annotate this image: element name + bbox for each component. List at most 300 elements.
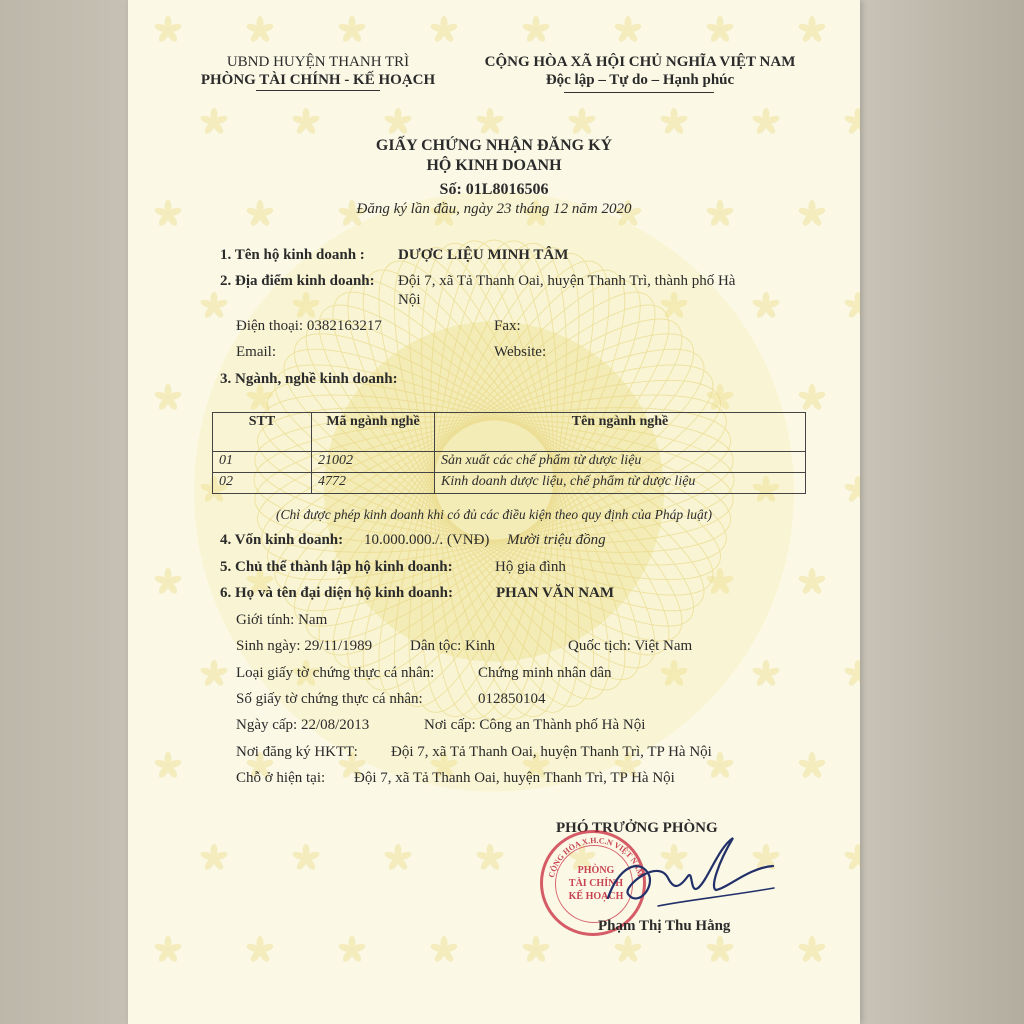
flower-petal — [203, 304, 217, 319]
flower-petal — [165, 384, 172, 398]
flower-petal — [525, 948, 539, 963]
flower-petal — [855, 672, 860, 687]
flower-petal — [763, 304, 777, 319]
flower-petal — [671, 660, 678, 674]
flower-petal — [387, 120, 401, 135]
flower-petal — [165, 936, 172, 950]
seal-text-line3: KẾ HOẠCH — [568, 891, 624, 902]
flower-petal — [211, 120, 225, 135]
flower-petal — [660, 114, 675, 125]
flower-petal — [479, 120, 493, 135]
email-field: Email: — [236, 344, 276, 360]
table-row — [213, 473, 806, 494]
id-issue-place: Nơi cấp: Công an Thành phố Hà Nội — [424, 717, 646, 733]
flower-petal — [487, 856, 501, 871]
flower-petal — [617, 28, 631, 43]
capital-value: 10.000.000./. (VNĐ) — [364, 532, 490, 548]
flower-petal — [349, 936, 356, 950]
flower-petal — [673, 666, 688, 677]
flower-petal — [351, 22, 366, 33]
svg-text:CỘNG HÒA X.H.C.N VIỆT NAM: CỘNG HÒA X.H.C.N VIỆT NAM — [546, 835, 645, 879]
nationality-field: Quốc tịch: Việt Nam — [568, 638, 693, 654]
flower-petal — [855, 856, 860, 871]
gender-field: Giới tính: Nam — [236, 612, 328, 628]
flower-petal — [847, 120, 860, 135]
flower-petal — [571, 120, 585, 135]
flower-petal — [798, 574, 813, 585]
flower-petal — [476, 850, 491, 861]
flower-petal — [305, 114, 320, 125]
flower-petal — [709, 396, 723, 411]
flower-petal — [798, 22, 813, 33]
business-name-label: 1. Tên hộ kinh doanh : — [220, 247, 365, 263]
header-department: PHÒNG TÀI CHÍNH - KẾ HOẠCH — [200, 72, 436, 88]
flower-petal — [303, 844, 310, 858]
flower-petal — [614, 22, 629, 33]
flower-petal — [303, 108, 310, 122]
flower-petal — [259, 942, 274, 953]
flower-petal — [752, 298, 767, 309]
flower-petal — [157, 764, 171, 779]
flower-petal — [249, 28, 263, 43]
flower-petal — [351, 942, 366, 953]
flower-petal — [341, 764, 355, 779]
flower-petal — [568, 114, 583, 125]
table-surface-right — [854, 0, 1024, 1024]
flower-petal — [752, 666, 767, 677]
id-number-label: Số giấy tờ chứng thực cá nhân: — [236, 691, 423, 707]
flower-petal — [719, 390, 734, 401]
flower-petal — [167, 574, 182, 585]
ethnicity-field: Dân tộc: Kinh — [410, 638, 495, 654]
flower-petal — [157, 948, 171, 963]
flower-petal — [165, 28, 179, 43]
flower-petal — [706, 574, 721, 585]
flower-petal — [847, 672, 860, 687]
flower-petal — [614, 942, 629, 953]
flower-petal — [395, 120, 409, 135]
flower-petal — [443, 942, 458, 953]
flower-petal — [763, 292, 770, 306]
business-name-value: DƯỢC LIỆU MINH TÂM — [398, 247, 569, 263]
flower-petal — [798, 942, 813, 953]
flower-petal — [165, 396, 179, 411]
seal-text-line1: PHÒNG — [577, 865, 615, 876]
id-number-value: 012850104 — [478, 691, 546, 707]
flower-petal — [660, 298, 675, 309]
flower-petal — [857, 482, 860, 493]
flower-petal — [533, 28, 547, 43]
flower-petal — [752, 114, 767, 125]
flower-petal — [433, 948, 447, 963]
flower-petal — [535, 22, 550, 33]
flower-petal — [809, 28, 823, 43]
flower-petal — [259, 390, 274, 401]
flower-petal — [489, 850, 504, 861]
flower-petal — [295, 856, 309, 871]
flower-petal — [706, 942, 721, 953]
flower-petal — [801, 28, 815, 43]
flower-petal — [663, 672, 677, 687]
flower-petal — [844, 114, 859, 125]
flower-petal — [441, 936, 448, 950]
flower-petal — [811, 942, 826, 953]
flower-petal — [349, 28, 363, 43]
flower-petal — [717, 580, 731, 595]
business-address-value-cont: Nội — [398, 292, 421, 308]
flower-petal — [305, 298, 320, 309]
flower-petal — [211, 844, 218, 858]
flower-petal — [755, 672, 769, 687]
flower-petal — [719, 942, 734, 953]
flower-petal — [581, 114, 596, 125]
capital-in-words: Mười triệu đồng — [507, 532, 606, 548]
flower-petal — [857, 666, 860, 677]
signer-title: PHÓ TRƯỞNG PHÒNG — [556, 820, 718, 836]
flower-petal — [257, 28, 271, 43]
industry-table — [212, 412, 806, 494]
flower-petal — [522, 942, 537, 953]
flower-petal — [625, 28, 639, 43]
flower-petal — [717, 936, 724, 950]
flower-petal — [809, 936, 816, 950]
flower-petal — [292, 114, 307, 125]
flower-petal — [765, 666, 780, 677]
flower-petal — [167, 758, 182, 769]
header-authority: UBND HUYỆN THANH TRÌ — [226, 54, 410, 70]
flower-petal — [525, 28, 539, 43]
flower-petal — [709, 948, 723, 963]
flower-petal — [673, 298, 688, 309]
flower-petal — [625, 16, 632, 30]
flower-petal — [292, 298, 307, 309]
flower-petal — [211, 672, 225, 687]
flower-petal — [763, 660, 770, 674]
flower-petal — [211, 304, 225, 319]
fax-field: Fax: — [494, 318, 521, 334]
flower-petal — [397, 114, 412, 125]
flower-petal — [855, 660, 861, 674]
flower-petal — [395, 108, 402, 122]
flower-petal — [165, 16, 172, 30]
flower-petal — [801, 580, 815, 595]
flower-petal — [625, 948, 639, 963]
flower-petal — [673, 114, 688, 125]
flower-petal — [246, 942, 261, 953]
flower-petal — [443, 22, 458, 33]
flower-petal — [211, 660, 218, 674]
flower-petal — [855, 292, 861, 306]
document-title: GIẤY CHỨNG NHẬN ĐĂNG KÝ — [375, 137, 613, 154]
flower-petal — [338, 22, 353, 33]
flower-petal — [303, 856, 317, 871]
flower-petal — [627, 942, 642, 953]
table-header-stt: STT — [213, 413, 312, 452]
flower-petal — [811, 22, 826, 33]
flower-petal — [811, 758, 826, 769]
header-left-underline — [256, 90, 380, 91]
flower-petal — [717, 384, 724, 398]
flower-petal — [671, 108, 678, 122]
flower-petal — [719, 574, 734, 585]
flower-petal — [809, 752, 816, 766]
flower-petal — [441, 948, 455, 963]
flower-petal — [533, 948, 547, 963]
id-issue-date: Ngày cấp: 22/08/2013 — [236, 717, 370, 733]
capital-label: 4. Vốn kinh doanh: — [220, 532, 344, 548]
flower-petal — [533, 936, 540, 950]
flower-petal — [430, 22, 445, 33]
flower-petal — [811, 390, 826, 401]
flower-petal — [487, 844, 494, 858]
flower-petal — [257, 936, 264, 950]
flower-petal — [809, 948, 823, 963]
flower-petal — [755, 120, 769, 135]
flower-petal — [579, 108, 586, 122]
flower-petal — [844, 298, 859, 309]
flower-petal — [809, 396, 823, 411]
flower-petal — [154, 942, 169, 953]
founder-label: 5. Chủ thể thành lập hộ kinh doanh: — [220, 559, 453, 575]
flower-petal — [430, 942, 445, 953]
flower-petal — [349, 948, 363, 963]
flower-petal — [154, 22, 169, 33]
flower-petal — [855, 488, 860, 503]
flower-petal — [809, 384, 816, 398]
flower-petal — [165, 580, 179, 595]
id-type-label: Loại giấy tờ chứng thực cá nhân: — [236, 665, 435, 681]
flower-petal — [801, 948, 815, 963]
flower-petal — [246, 390, 261, 401]
website-field: Website: — [494, 344, 547, 360]
signer-name: Phạm Thị Thu Hằng — [598, 918, 731, 934]
current-residence-value: Đội 7, xã Tả Thanh Oai, huyện Thanh Trì, TP Hà Nội — [354, 770, 675, 786]
representative-name: PHAN VĂN NAM — [496, 585, 615, 601]
flower-petal — [706, 22, 721, 33]
flower-petal — [489, 114, 504, 125]
flower-petal — [855, 304, 860, 319]
flower-petal — [847, 856, 860, 871]
flower-petal — [200, 114, 215, 125]
flower-petal — [719, 22, 734, 33]
flower-petal — [765, 298, 780, 309]
flower-petal — [213, 666, 228, 677]
dob-field: Sinh ngày: 29/11/1989 — [236, 638, 373, 654]
flower-petal — [717, 568, 724, 582]
flower-petal — [211, 292, 218, 306]
flower-petal — [717, 752, 724, 766]
flower-petal — [246, 22, 261, 33]
flower-petal — [154, 390, 169, 401]
business-address-value: Đội 7, xã Tả Thanh Oai, huyện Thanh Trì, thành phố Hà — [398, 273, 736, 289]
flower-petal — [395, 856, 409, 871]
flower-petal — [709, 764, 723, 779]
flower-petal — [663, 304, 677, 319]
flower-petal — [154, 574, 169, 585]
header-country: CỘNG HÒA XÃ HỘI CHỦ NGHĨA VIỆT NAM — [484, 54, 796, 70]
flower-petal — [203, 672, 217, 687]
flower-petal — [533, 16, 540, 30]
flower-petal — [165, 568, 172, 582]
flower-petal — [479, 856, 493, 871]
table-header-code: Mã ngành nghề — [312, 413, 435, 452]
flower-petal — [165, 752, 172, 766]
document-subtitle: HỘ KINH DOANH — [426, 157, 562, 174]
flower-petal — [717, 28, 731, 43]
flower-petal — [349, 16, 356, 30]
flower-petal — [855, 120, 860, 135]
flower-petal — [855, 108, 861, 122]
phone-field: Điện thoại: 0382163217 — [236, 318, 382, 334]
flower-petal — [671, 292, 678, 306]
flower-petal — [706, 390, 721, 401]
flower-petal — [295, 120, 309, 135]
flower-petal — [303, 120, 317, 135]
id-type-value: Chứng minh nhân dân — [478, 665, 612, 681]
flower-petal — [844, 850, 859, 861]
flower-petal — [487, 120, 501, 135]
flower-petal — [535, 942, 550, 953]
flower-petal — [801, 396, 815, 411]
registered-residence-value: Đội 7, xã Tả Thanh Oai, huyện Thanh Trì, TP Hà Nội — [391, 744, 712, 760]
flower-petal — [167, 942, 182, 953]
flower-petal — [154, 758, 169, 769]
flower-petal — [441, 16, 448, 30]
flower-petal — [213, 850, 228, 861]
flower-petal — [249, 396, 263, 411]
table-surface-left — [0, 0, 130, 1024]
flower-petal — [259, 22, 274, 33]
table-cell-code: 21002 — [312, 452, 435, 473]
flower-petal — [717, 764, 731, 779]
flower-petal — [844, 666, 859, 677]
seal-text-line2: TÀI CHÍNH — [568, 878, 624, 889]
flower-petal — [857, 850, 860, 861]
flower-petal — [522, 22, 537, 33]
flower-petal — [627, 22, 642, 33]
flower-petal — [200, 298, 215, 309]
flower-petal — [165, 764, 179, 779]
flower-petal — [487, 108, 494, 122]
flower-petal — [213, 298, 228, 309]
flower-petal — [387, 856, 401, 871]
flower-petal — [433, 28, 447, 43]
table-cell-code: 4772 — [312, 473, 435, 494]
flower-petal — [857, 114, 860, 125]
flower-petal — [801, 764, 815, 779]
flower-petal — [579, 120, 593, 135]
flower-petal — [157, 28, 171, 43]
header-motto: Độc lập – Tự do – Hạnh phúc — [545, 72, 735, 88]
certificate-number: Số: 01L8016506 — [439, 181, 549, 198]
flower-petal — [257, 948, 271, 963]
handwritten-signature — [598, 828, 778, 918]
flower-petal — [441, 28, 455, 43]
flower-petal — [213, 114, 228, 125]
flower-petal — [671, 120, 685, 135]
flower-petal — [660, 666, 675, 677]
flower-petal — [763, 108, 770, 122]
flower-petal — [157, 396, 171, 411]
flower-petal — [671, 672, 685, 687]
flower-petal — [338, 942, 353, 953]
flower-petal — [765, 114, 780, 125]
flower-petal — [203, 120, 217, 135]
flower-petal — [857, 298, 860, 309]
flower-petal — [167, 390, 182, 401]
flower-petal — [165, 948, 179, 963]
flower-petal — [397, 850, 412, 861]
registration-date: Đăng ký lần đầu, ngày 23 tháng 12 năm 2020 — [356, 201, 632, 217]
flower-petal — [671, 304, 685, 319]
table-cell-industry-name: Kinh doanh dược liệu, chế phẩm từ dược liệu — [435, 473, 806, 494]
flower-petal — [709, 28, 723, 43]
flower-petal — [847, 304, 860, 319]
table-header-row — [213, 413, 806, 452]
flower-petal — [809, 568, 816, 582]
current-residence-label: Chỗ ở hiện tại: — [236, 770, 326, 786]
certificate-paper — [128, 0, 860, 1024]
flower-petal — [809, 764, 823, 779]
flower-petal — [663, 120, 677, 135]
table-row — [213, 452, 806, 473]
flower-petal — [717, 396, 731, 411]
flower-petal — [855, 476, 861, 490]
flower-petal — [719, 758, 734, 769]
flower-petal — [717, 16, 724, 30]
flower-petal — [798, 390, 813, 401]
flower-petal — [257, 396, 271, 411]
flower-petal — [384, 114, 399, 125]
industry-section-label: 3. Ngành, nghề kinh doanh: — [220, 371, 398, 387]
table-cell-stt: 02 — [213, 473, 312, 494]
representative-label: 6. Họ và tên đại diện hộ kinh doanh: — [220, 585, 453, 601]
flower-petal — [203, 856, 217, 871]
table-cell-industry-name: Sản xuất các chế phẩm từ dược liệu — [435, 452, 806, 473]
flower-petal — [476, 114, 491, 125]
flower-petal — [798, 758, 813, 769]
flower-petal — [809, 580, 823, 595]
flower-petal — [763, 120, 777, 135]
flower-petal — [341, 948, 355, 963]
table-header-industry-name: Tên ngành nghề — [435, 413, 806, 452]
header-right-underline — [564, 92, 714, 93]
flower-petal — [844, 482, 859, 493]
flower-petal — [855, 844, 861, 858]
flower-petal — [709, 580, 723, 595]
flower-petal — [200, 850, 215, 861]
flower-petal — [341, 28, 355, 43]
flower-petal — [755, 304, 769, 319]
flower-petal — [292, 850, 307, 861]
flower-petal — [303, 292, 310, 306]
business-address-label: 2. Địa điểm kinh doanh: — [220, 273, 375, 289]
registered-residence-label: Nơi đăng ký HKTT: — [236, 744, 358, 760]
flower-petal — [305, 850, 320, 861]
flower-petal — [717, 948, 731, 963]
table-cell-stt: 01 — [213, 452, 312, 473]
legal-note: (Chỉ được phép kinh doanh khi có đủ các điều kiện theo quy định của Pháp luật) — [276, 507, 712, 522]
flower-petal — [157, 580, 171, 595]
flower-petal — [200, 666, 215, 677]
flower-petal — [395, 844, 402, 858]
flower-petal — [167, 22, 182, 33]
founder-value: Hộ gia đình — [495, 559, 566, 575]
flower-petal — [809, 16, 816, 30]
flower-petal — [249, 948, 263, 963]
flower-petal — [847, 488, 860, 503]
flower-petal — [763, 672, 777, 687]
